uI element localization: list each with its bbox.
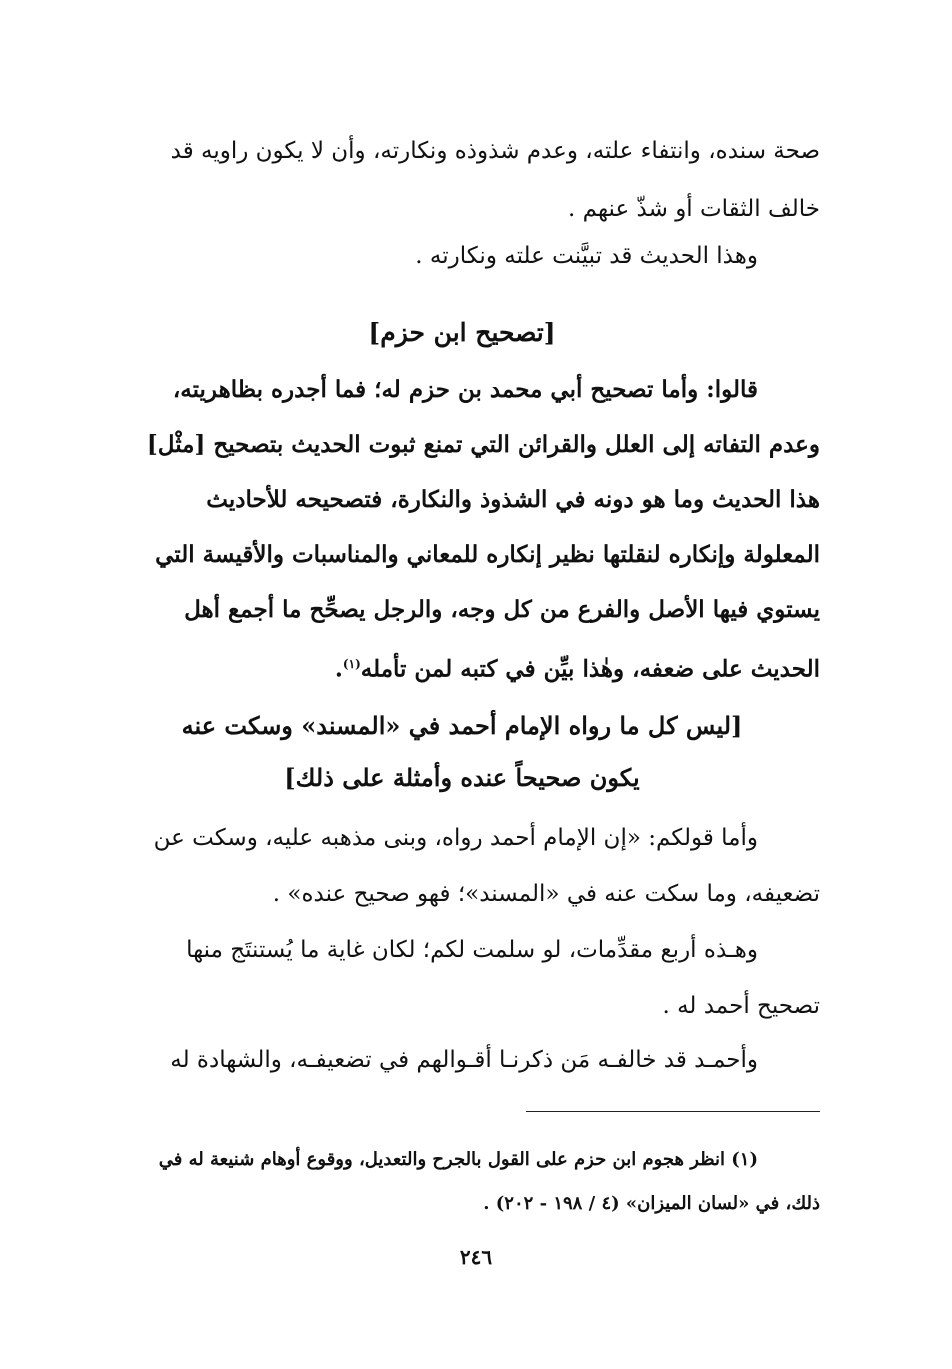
paragraph-line: وأحمـد قد خالفـه مَن ذكرنـا أقـوالهم في تضعيفـه، والشهادة له bbox=[170, 1047, 758, 1073]
paragraph-line-text: الحديث على ضعفه، وهٰذا بيِّن في كتبه لمن تأمله bbox=[360, 655, 820, 683]
paragraph-line: تضعيفه، وما سكت عنه في «المسند»؛ فهو صحيح عنده» . bbox=[272, 881, 820, 907]
paragraph-line: المعلولة وإنكاره لنقلتها نظير إنكاره للمعاني والمناسبات والأقيسة التي bbox=[155, 541, 820, 568]
heading-line: [ليس كل ما رواه الإمام أحمد في «المسند» وسكت عنه bbox=[181, 711, 743, 740]
paragraph-2 bbox=[104, 232, 820, 280]
paragraph-6 bbox=[104, 1032, 820, 1088]
paragraph-line: هذا الحديث وما هو دونه في الشذوذ والنكارة، فتصحيحه للأحاديث bbox=[206, 486, 820, 513]
paragraph-line: وهـذه أربع مقدِّمات، لو سلمت لكم؛ لكان غاية ما يُستنتَج منها bbox=[186, 937, 758, 963]
footnote-line: (١) انظر هجوم ابن حزم على القول بالجرح والتعديل، ووقوع أوهام شنيعة له في bbox=[158, 1149, 758, 1170]
footnote-line: ذلك، في «لسان الميزان» (٤ / ١٩٨ - ٢٠٢) . bbox=[483, 1193, 820, 1214]
paragraph-line: خالف الثقات أو شذّ عنهم . bbox=[568, 196, 820, 222]
footnote-marker[interactable]: (١) bbox=[342, 657, 361, 671]
paragraph-4 bbox=[104, 810, 820, 922]
paragraph-line: وهذا الحديث قد تبيَّنت علته ونكارته . bbox=[415, 243, 758, 269]
footnotes bbox=[104, 1138, 820, 1226]
paragraph-line: تصحيح أحمد له . bbox=[662, 993, 820, 1019]
paragraph-3 bbox=[104, 362, 820, 697]
page-number: ٢٤٦ bbox=[459, 1245, 493, 1269]
paragraph-line: وعدم التفاته إلى العلل والقرائن التي تمنع ثبوت الحديث بتصحيح [مثْل] bbox=[146, 431, 820, 458]
period: . bbox=[334, 655, 343, 683]
paragraph-line: صحة سنده، وانتفاء علته، وعدم شذوذه ونكارته، وأن لا يكون راويه قد bbox=[170, 138, 820, 164]
paragraph-line-with-footnote bbox=[104, 637, 820, 697]
paragraph-line: يستوي فيها الأصل والفرع من كل وجه، والرجل يصحِّح ما أجمع أهل bbox=[184, 596, 820, 623]
section-heading-musnad bbox=[104, 700, 820, 804]
footnote-divider bbox=[526, 1111, 820, 1112]
heading-line: يكون صحيحاً عنده وأمثلة على ذلك] bbox=[284, 763, 640, 792]
paragraph-line: قالوا: وأما تصحيح أبي محمد بن حزم له؛ فما أجدره بظاهريته، bbox=[172, 376, 758, 403]
paragraph-5 bbox=[104, 922, 820, 1034]
paragraph-line: وأما قولكم: «إن الإمام أحمد رواه، وبنى مذهبه عليه، وسكت عن bbox=[153, 825, 758, 851]
paragraph-1 bbox=[104, 122, 820, 238]
section-heading-ibn-hazm: [تصحيح ابن حزم] bbox=[368, 318, 556, 347]
